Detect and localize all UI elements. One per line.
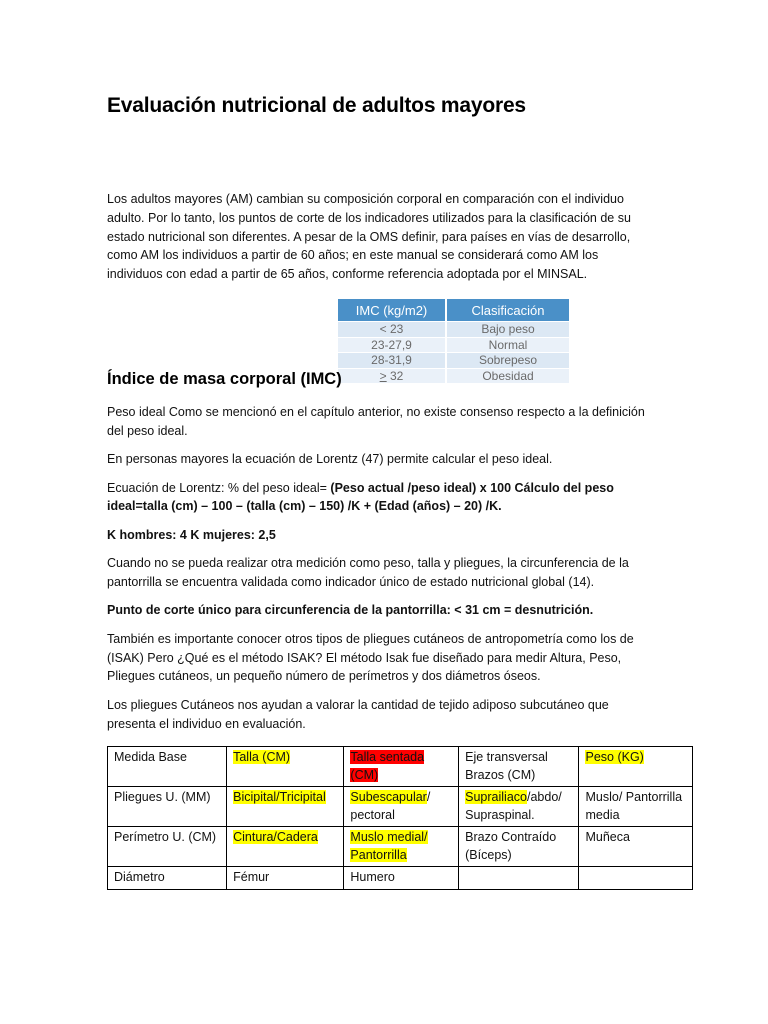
imc-header-clasificacion: Clasificación xyxy=(446,299,569,322)
cell-text: / pectoral xyxy=(350,790,431,822)
table-cell: Fémur xyxy=(227,867,344,890)
highlighted-text: Peso (KG) xyxy=(585,750,644,764)
table-cell xyxy=(579,747,693,787)
paragraph-cutoff: Punto de corte único para circunferencia de la pantorrilla: < 31 cm = desnutrición. xyxy=(107,603,594,618)
equation-formula: (Peso actual /peso ideal) x 100 Cálculo del peso ideal=talla (cm) – 100 – (talla (cm) – 150) /K + (Edad (años) – 20) /K. xyxy=(107,480,614,514)
imc-value xyxy=(338,368,446,383)
imc-value-symbol: > xyxy=(379,368,387,383)
imc-class: Bajo peso xyxy=(446,322,569,338)
intro-paragraph: Los adultos mayores (AM) cambian su composición corporal en comparación con el individuo adulto. Por lo tanto, los puntos de corte de los indicadores utilizados para la clasificación de su estado nutricional son diferentes. A pesar de la OMS definir, para países en vías de desarrollo, como AM los individuos a partir de 60 años; en este manual se considerará como AM los individuos con edad a partir de 65 años, conforme referencia adoptada por el MINSAL. xyxy=(107,192,631,282)
imc-row xyxy=(338,353,569,369)
table-cell: Brazo Contraído (Bíceps) xyxy=(459,827,579,867)
table-cell xyxy=(344,747,459,787)
table-cell: Eje transversal Brazos (CM) xyxy=(459,747,579,787)
paragraph-peso-ideal: Peso ideal Como se mencionó en el capítulo anterior, no existe consenso respecto a la definición del peso ideal. xyxy=(107,405,645,438)
section-heading-imc: Índice de masa corporal (IMC) xyxy=(107,370,342,388)
highlighted-text: Talla sentada (CM) xyxy=(350,750,425,782)
table-row xyxy=(108,747,693,787)
table-cell xyxy=(344,787,459,827)
table-cell: Muslo/ Pantorrilla media xyxy=(579,787,693,827)
imc-row xyxy=(338,337,569,353)
highlighted-text: Bicipital/Tricipital xyxy=(233,790,326,804)
table-cell: Diámetro xyxy=(108,867,227,890)
table-cell: Humero xyxy=(344,867,459,890)
imc-header-imc: IMC (kg/m2) xyxy=(338,299,446,322)
paragraph-isak: También es importante conocer otros tipos de pliegues cutáneos de antropometría como los de (ISAK) Pero ¿Qué es el método ISAK? El método Isak fue diseñado para medir Altura, Peso, Pliegues cutáneos, un pequeño número de perímetros y dos diámetros óseos. xyxy=(107,631,634,684)
equation-lead: Ecuación de Lorentz: % del peso ideal= xyxy=(107,480,331,495)
highlighted-text: Muslo medial/ Pantorrilla xyxy=(350,830,428,862)
imc-value-number: 32 xyxy=(386,368,404,383)
table-cell: Muñeca xyxy=(579,827,693,867)
cell-text: /abdo/ Supraspinal. xyxy=(465,790,562,822)
table-cell xyxy=(579,867,693,890)
table-cell xyxy=(459,787,579,827)
imc-class: Sobrepeso xyxy=(446,353,569,369)
paragraph-lorentz-equation xyxy=(107,479,652,517)
table-cell: Medida Base xyxy=(108,747,227,787)
highlighted-text: Suprailiaco xyxy=(465,790,527,804)
imc-row xyxy=(338,322,569,338)
table-cell xyxy=(227,787,344,827)
highlighted-text: Subescapular xyxy=(350,790,427,804)
paragraph-k-values: K hombres: 4 K mujeres: 2,5 xyxy=(107,527,276,542)
paragraph-pantorrilla: Cuando no se pueda realizar otra medición como peso, talla y pliegues, la circunferencia de la pantorrilla se encuentra validada como indicador único de estado nutricional global (14). xyxy=(107,556,629,589)
page-title: Evaluación nutricional de adultos mayores xyxy=(107,94,526,117)
table-row xyxy=(108,827,693,867)
table-row xyxy=(108,787,693,827)
table-cell: Pliegues U. (MM) xyxy=(108,787,227,827)
table-row xyxy=(108,867,693,890)
imc-value: < 23 xyxy=(338,322,446,338)
paragraph-lorentz: En personas mayores la ecuación de Lorentz (47) permite calcular el peso ideal. xyxy=(107,452,553,467)
measurements-table xyxy=(107,746,693,890)
highlighted-text: Talla (CM) xyxy=(233,750,291,764)
imc-class: Obesidad xyxy=(446,368,569,383)
imc-row xyxy=(338,368,569,383)
table-cell: Perímetro U. (CM) xyxy=(108,827,227,867)
body-text xyxy=(107,403,652,743)
paragraph-pliegues: Los pliegues Cutáneos nos ayudan a valorar la cantidad de tejido adiposo subcutáneo que presenta el individuo en evaluación. xyxy=(107,697,609,731)
table-cell xyxy=(344,827,459,867)
table-cell xyxy=(227,827,344,867)
imc-value: 28-31,9 xyxy=(338,353,446,369)
highlighted-text: Cintura/Cadera xyxy=(233,830,318,844)
imc-class: Normal xyxy=(446,337,569,353)
imc-classification-table xyxy=(338,299,569,383)
table-cell xyxy=(459,867,579,890)
imc-value: 23-27,9 xyxy=(338,337,446,353)
table-cell xyxy=(227,747,344,787)
